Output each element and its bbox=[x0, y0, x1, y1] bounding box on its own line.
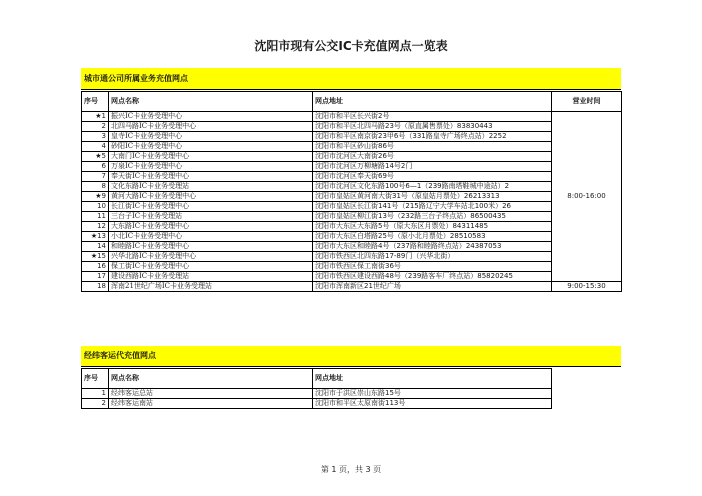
col-header-address: 网点地址 bbox=[313, 92, 552, 112]
page-footer: 第 1 页，共 3 页 bbox=[320, 465, 382, 474]
row-name: 经纬客运南站 bbox=[109, 399, 313, 409]
row-name: 建设西路IC卡业务受理站 bbox=[109, 272, 313, 282]
row-name: 经纬客运总站 bbox=[109, 389, 313, 399]
row-address: 沈阳市和平区南京街23甲6号（331路皇寺广场终点站）2252 bbox=[313, 132, 552, 142]
row-name: 振兴IC卡业务受理中心 bbox=[109, 112, 313, 122]
row-seq: 10 bbox=[82, 202, 109, 212]
row-address: 沈阳市大东区和睦路4号（237路和睦路终点站）24387053 bbox=[313, 242, 552, 252]
row-seq: 14 bbox=[82, 242, 109, 252]
row-address: 沈阳市和平区太原南街113号 bbox=[313, 399, 552, 409]
table-row bbox=[82, 212, 622, 222]
row-name: 万泉IC卡业务受理中心 bbox=[109, 162, 313, 172]
row-address: 沈阳市于洪区崇山东路15号 bbox=[313, 389, 552, 399]
table-header-row bbox=[82, 369, 552, 389]
page-title: 沈阳市现有公交IC卡充值网点一览表 bbox=[254, 39, 448, 53]
table-row bbox=[82, 202, 622, 212]
table-row bbox=[82, 222, 622, 232]
row-seq: 18 bbox=[82, 282, 109, 292]
row-address: 沈阳市沈河区文化东路100号6—1（239路南塔鞋城中途站）2 bbox=[313, 182, 552, 192]
outlet-table-jingwei bbox=[81, 368, 552, 409]
table-header-row bbox=[82, 92, 622, 112]
section-heading-city-card: 城市通公司所属业务充值网点 bbox=[81, 68, 621, 90]
table-row bbox=[82, 142, 622, 152]
row-address: 沈阳市铁西区建设西路48号（239路客车厂终点站）85820245 bbox=[313, 272, 552, 282]
col-header-seq: 序号 bbox=[82, 92, 109, 112]
row-name: 浑南21世纪广场IC卡业务受理站 bbox=[109, 282, 313, 292]
hours-main: 8:00-16:00 bbox=[552, 112, 622, 282]
row-seq: 3 bbox=[82, 132, 109, 142]
table-row bbox=[82, 122, 622, 132]
table-row bbox=[82, 232, 622, 242]
row-name: 和睦路IC卡业务受理中心 bbox=[109, 242, 313, 252]
row-seq: ★15 bbox=[82, 252, 109, 262]
outlet-table-city-card bbox=[81, 91, 622, 292]
row-seq: ★9 bbox=[82, 192, 109, 202]
row-name: 保工街IC卡业务受理中心 bbox=[109, 262, 313, 272]
col-header-address: 网点地址 bbox=[313, 369, 552, 389]
row-name: 小北IC卡业务受理中心 bbox=[109, 232, 313, 242]
row-seq: 1 bbox=[82, 389, 109, 399]
row-seq: 8 bbox=[82, 182, 109, 192]
row-seq: 2 bbox=[82, 399, 109, 409]
col-header-seq: 序号 bbox=[82, 369, 109, 389]
table-row bbox=[82, 399, 552, 409]
row-address: 沈阳市铁西区保工南街36号 bbox=[313, 262, 552, 272]
hours-last: 9:00-15:30 bbox=[552, 282, 622, 292]
row-address: 沈阳市皇姑区黄河南大街31号（原皇姑月票处）26213313 bbox=[313, 192, 552, 202]
row-address: 沈阳市皇姑区长江街141号（215路辽宁大学车站北100米）26 bbox=[313, 202, 552, 212]
row-name: 长江街IC卡业务受理中心 bbox=[109, 202, 313, 212]
row-name: 大东路IC卡业务受理中心 bbox=[109, 222, 313, 232]
row-name: 皇寺IC卡业务受理中心 bbox=[109, 132, 313, 142]
row-address: 沈阳市和平区砂山街86号 bbox=[313, 142, 552, 152]
row-address: 沈阳市浑南新区21世纪广场 bbox=[313, 282, 552, 292]
row-name: 大南门IC卡业务受理中心 bbox=[109, 152, 313, 162]
row-address: 沈阳市大东区大东路5号（原大东区月票处）84311485 bbox=[313, 222, 552, 232]
row-name: 三台子IC卡业务受理站 bbox=[109, 212, 313, 222]
row-seq: ★13 bbox=[82, 232, 109, 242]
row-seq: 6 bbox=[82, 162, 109, 172]
row-name: 兴华北路IC卡业务受理中心 bbox=[109, 252, 313, 262]
row-address: 沈阳市沈河区大南街26号 bbox=[313, 152, 552, 162]
row-seq: 17 bbox=[82, 272, 109, 282]
table-row bbox=[82, 112, 622, 122]
col-header-name: 网点名称 bbox=[109, 92, 313, 112]
table-row bbox=[82, 282, 622, 292]
row-address: 沈阳市皇姑区柳江街13号（232路三台子终点站）86500435 bbox=[313, 212, 552, 222]
row-seq: 16 bbox=[82, 262, 109, 272]
table-row bbox=[82, 192, 622, 202]
row-seq: 2 bbox=[82, 122, 109, 132]
row-name: 砂阳IC卡业务受理中心 bbox=[109, 142, 313, 152]
table-row bbox=[82, 162, 622, 172]
row-address: 沈阳市大东区白塔路25号（原小北月票处）28510583 bbox=[313, 232, 552, 242]
row-name: 北四马路IC卡业务受理中心 bbox=[109, 122, 313, 132]
row-address: 沈阳市和平区北四马路23号（原直属售票处）83830443 bbox=[313, 122, 552, 132]
table-row bbox=[82, 272, 622, 282]
col-header-hours: 营业时间 bbox=[552, 92, 622, 112]
table-row bbox=[82, 172, 622, 182]
row-name: 黄河大路IC卡业务受理中心 bbox=[109, 192, 313, 202]
table-row bbox=[82, 262, 622, 272]
row-name: 奉天街IC卡业务受理中心 bbox=[109, 172, 313, 182]
table-row bbox=[82, 152, 622, 162]
row-seq: 11 bbox=[82, 212, 109, 222]
row-address: 沈阳市沈河区奉天街69号 bbox=[313, 172, 552, 182]
row-address: 沈阳市铁西区北四东路17-89门（兴华北街） bbox=[313, 252, 552, 262]
table-row bbox=[82, 132, 622, 142]
row-seq: ★1 bbox=[82, 112, 109, 122]
row-seq: ★5 bbox=[82, 152, 109, 162]
table-row bbox=[82, 182, 622, 192]
table-row bbox=[82, 389, 552, 399]
section-heading-jingwei: 经纬客运代充值网点 bbox=[81, 346, 621, 367]
row-seq: 12 bbox=[82, 222, 109, 232]
table-row bbox=[82, 242, 622, 252]
col-header-name: 网点名称 bbox=[109, 369, 313, 389]
row-address: 沈阳市和平区长兴街2号 bbox=[313, 112, 552, 122]
row-address: 沈阳市沈河区万柳塘路14号2门 bbox=[313, 162, 552, 172]
row-seq: 7 bbox=[82, 172, 109, 182]
row-seq: 4 bbox=[82, 142, 109, 152]
table-row bbox=[82, 252, 622, 262]
row-name: 文化东路IC卡业务受理站 bbox=[109, 182, 313, 192]
